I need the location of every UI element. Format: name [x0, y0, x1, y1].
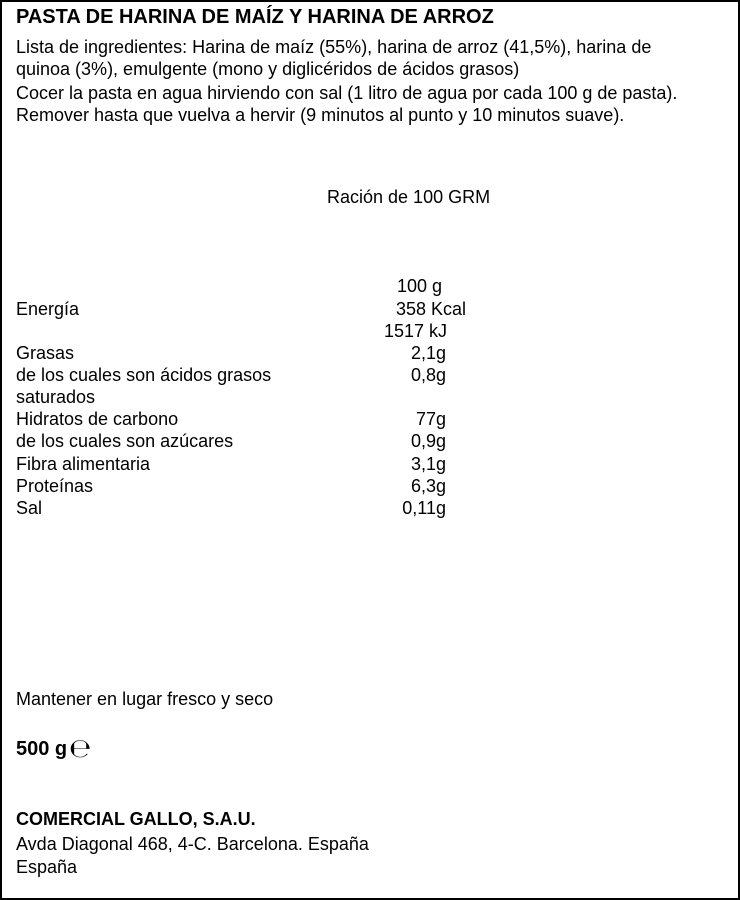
nutrition-row	[16, 342, 446, 364]
nutrient-name: Energía	[16, 299, 80, 319]
cooking-line: Cocer la pasta en agua hirviendo con sal (1 litro de agua por cada 100 g de pasta).	[16, 83, 678, 103]
nutrition-row	[16, 364, 446, 386]
nutrition-row	[16, 430, 446, 452]
nutrient-value: 2,1g	[410, 343, 446, 363]
net-weight	[16, 734, 92, 764]
nutrient-value: 358 Kcal	[395, 299, 466, 319]
storage-instructions: Mantener en lugar fresco y seco	[16, 689, 274, 709]
nutrient-name: saturados	[16, 387, 96, 407]
cooking-instructions	[16, 82, 677, 126]
nutrition-row	[16, 497, 446, 519]
nutrient-value: 0,11g	[402, 498, 446, 518]
nutrient-value: 6,3g	[410, 476, 446, 496]
ingredients-line: Lista de ingredientes: Harina de maíz (55%), harina de arroz (41,5%), harina de	[16, 37, 652, 57]
nutrient-name: de los cuales son azúcares	[16, 431, 234, 451]
nutrient-value: 0,9g	[410, 431, 446, 451]
cooking-line: Remover hasta que vuelva a hervir (9 minutos al punto y 10 minutos suave).	[16, 105, 625, 125]
nutrition-row	[16, 386, 446, 408]
nutrition-column-header: 100 g	[397, 276, 443, 296]
nutrition-row	[16, 298, 466, 320]
estimated-sign-icon: ℮	[69, 734, 92, 764]
nutrient-name: Proteínas	[16, 476, 94, 496]
product-title: PASTA DE HARINA DE MAÍZ Y HARINA DE ARROZ	[16, 6, 494, 28]
nutrient-value: 1517 kJ	[384, 321, 448, 341]
nutrient-value: 3,1g	[410, 454, 446, 474]
nutrition-row	[16, 475, 446, 497]
nutrient-value: 0,8g	[410, 365, 446, 385]
nutrient-value: 77g	[415, 409, 446, 429]
nutrient-name: Fibra alimentaria	[16, 454, 151, 474]
nutrient-name: Grasas	[16, 343, 75, 363]
nutrient-name: Sal	[16, 498, 43, 518]
company-country: España	[16, 857, 78, 877]
nutrient-name: de los cuales son ácidos grasos	[16, 365, 272, 385]
nutrition-row	[16, 408, 446, 430]
net-weight-value: 500 g	[16, 738, 68, 760]
nutrient-name: Hidratos de carbono	[16, 409, 179, 429]
ingredients-line: quinoa (3%), emulgente (mono y diglicéridos de ácidos grasos)	[16, 59, 520, 79]
ration-size: Ración de 100 GRM	[327, 187, 491, 207]
nutrition-row	[16, 453, 446, 475]
company-name: COMERCIAL GALLO, S.A.U.	[16, 809, 256, 829]
ingredients-text	[16, 36, 651, 80]
company-address: Avda Diagonal 468, 4-C. Barcelona. España	[16, 834, 369, 854]
